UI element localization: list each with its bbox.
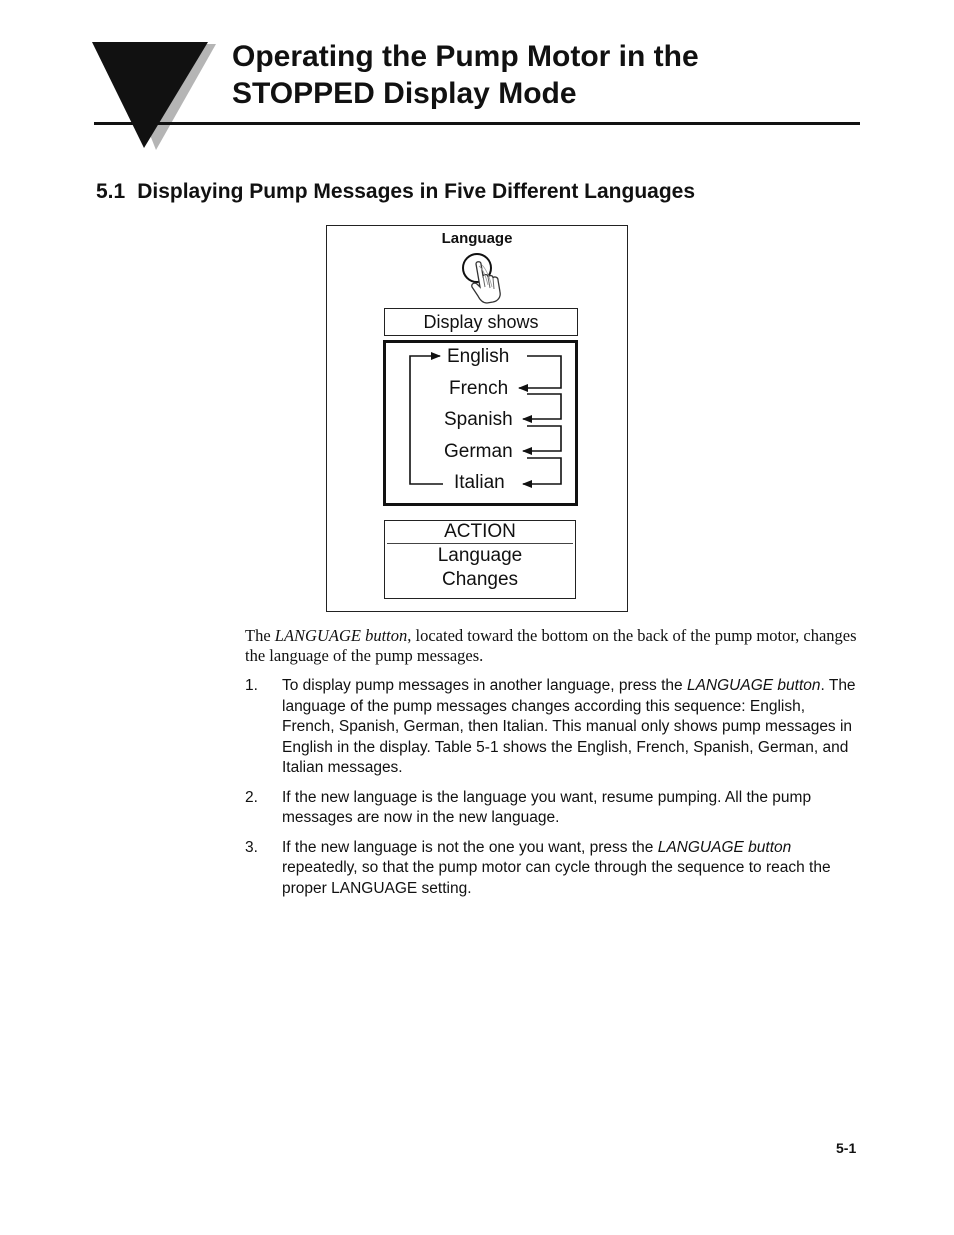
step-number: 1.: [245, 677, 258, 694]
action-line1: Language: [437, 545, 523, 566]
list-item: [245, 676, 861, 779]
language-german: German: [444, 441, 513, 462]
step-text-emphasis: LANGUAGE button: [657, 838, 792, 856]
chapter-title-line2: STOPPED Display Mode: [232, 77, 577, 110]
step-text-emphasis: LANGUAGE button: [686, 677, 821, 694]
body-text: [245, 626, 861, 908]
intro-prefix: The: [245, 626, 275, 645]
display-shows-label: Display shows: [384, 308, 578, 336]
step-text-pre: To display pump messages in another language, press the: [282, 677, 687, 694]
action-title: ACTION: [387, 521, 573, 544]
step-text-post: . The language of the pump messages changes according this sequence: English, French, Spanish, German, then Italian. This manual only shows pump messages in English in the display. Table 5-1 shows the English, French, Spanish, German, and Italian messages.: [282, 677, 856, 776]
language-sequence-box: [383, 340, 578, 506]
language-english: English: [447, 346, 510, 367]
chapter-title-line1: Operating the Pump Motor in the: [232, 40, 699, 73]
steps-list: [245, 676, 861, 899]
section-heading: [96, 180, 695, 204]
intro-paragraph: [245, 626, 861, 666]
step-text: [282, 676, 861, 779]
step-number: 3.: [245, 838, 258, 856]
step-text: [282, 788, 861, 829]
language-button-label: Language: [441, 230, 513, 247]
header-rule: [94, 122, 860, 125]
list-item: [245, 838, 861, 900]
language-spanish: Spanish: [444, 409, 513, 430]
action-line2: Changes: [441, 569, 519, 590]
step-text-pre: If the new language is the language you want, resume pumping. All the pump messages are now in the new language.: [282, 788, 812, 826]
intro-suffix: , located toward the bottom on the back of the pump motor, changes the language of the pump messages.: [245, 626, 857, 665]
page-number: 5-1: [836, 1140, 857, 1156]
step-text-post: repeatedly, so that the pump motor can cycle through the sequence to reach the proper LANGUAGE setting.: [282, 859, 831, 897]
section-number: 5.1: [96, 180, 126, 203]
step-number: 2.: [245, 788, 258, 806]
intro-emphasis: LANGUAGE button: [274, 626, 408, 645]
language-french: French: [449, 378, 509, 399]
chapter-title: [232, 38, 699, 112]
action-box: [384, 520, 576, 599]
section-title: Displaying Pump Messages in Five Different Languages: [137, 180, 696, 203]
list-item: [245, 788, 861, 829]
language-figure: [326, 225, 628, 612]
step-text: [282, 838, 861, 900]
pressing-hand-icon: [457, 250, 517, 308]
step-text-pre: If the new language is not the one you want, press the: [282, 838, 658, 856]
chapter-triangle-icon: [92, 40, 222, 152]
language-italian: Italian: [454, 472, 505, 493]
